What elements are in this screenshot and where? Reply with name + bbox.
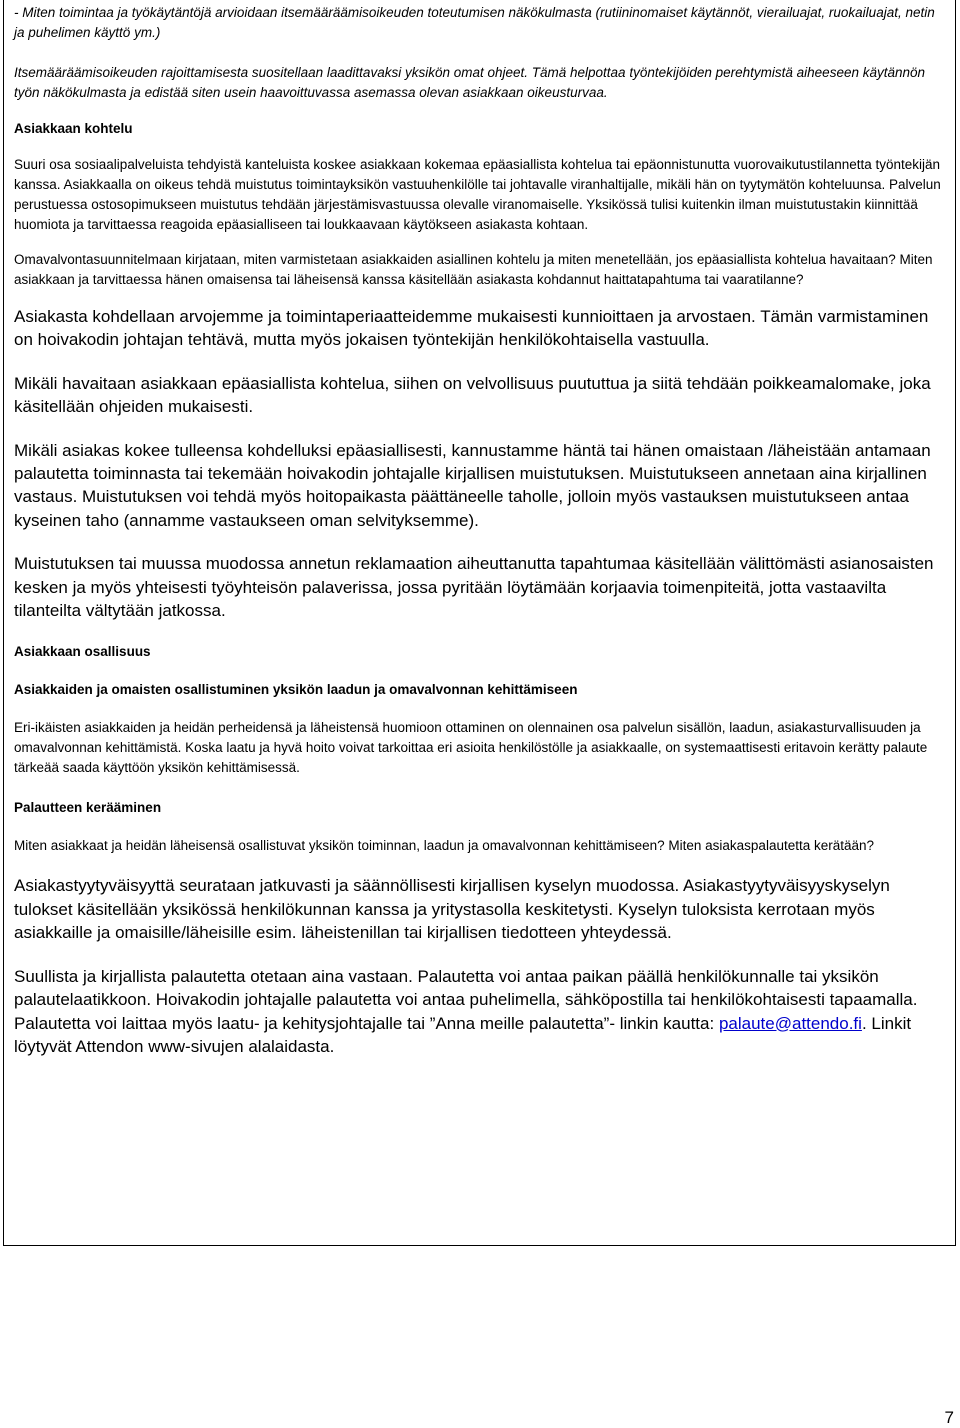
kohtelu-paragraph-1: Suuri osa sosiaalipalveluista tehdyistä kanteluista koskee asiakkaan kokemaa epäasiallista kohtelua tai epäonnistunutta vuorovaikutustilannetta työntekijän kanssa. Asiakkaalla on oikeus tehdä muistutus toimintayksikön vastuuhenkilölle tai johtavalle viranhaltijalle, mikäli hän on tyytymätön kohteluunsa. Palvelun perustuessa ostosopimukseen muistutus tehdään järjestämisvastuussa olevalle viranomaiselle. Yksikössä tulisi kuitenkin ilman muistutustakin kiinnittää huomiota ja tarvittaessa reagoida epäasialliseen tai loukkaavaan käytökseen asiakasta kohtaan. <box>14 157 941 232</box>
kohtelu-paragraph-6: Muistutuksen tai muussa muodossa annetun reklamaation aiheuttanutta tapahtumaa käsitellään välittömästi asianosaisten kesken ja myös yhteisesti työyhteisön palaverissa, jossa pyritään löytämään korjaavia toimenpiteitä, jotta vastaavilta tilanteilta vältytään jatkossa. <box>14 554 934 621</box>
osallisuus-paragraph: Eri-ikäisten asiakkaiden ja heidän perheidensä ja läheistensä huomioon ottaminen on olennainen osa palvelun sisällön, laadun, asiakasturvallisuuden ja omavalvonnan kehittämistä. Koska laatu ja hyvä hoito voivat tarkoittaa eri asioita henkilöstölle ja asiakkaalle, on systemaattisesti eritavoin kerätty palaute tärkeää saada käyttöön yksikön kehittämisessä. <box>14 720 928 776</box>
section-heading-palaute: Palautteen kerääminen <box>14 800 162 816</box>
intro-paragraph: Itsemääräämisoikeuden rajoittamisesta suositellaan laadittavaksi yksikön omat ohjeet. Tämä helpottaa työntekijöiden perehtymistä aiheeseen käytännön työn näkökulmasta ja edistää siten usein haavoittuvassa asemassa olevan asiakkaan oikeusturvaa. <box>14 65 926 100</box>
palaute-paragraph-1: Miten asiakkaat ja heidän läheisensä osallistuvat yksikön toiminnan, laadun ja omavalvonnan kehittämiseen? Miten asiakaspalautetta kerätään? <box>14 838 875 854</box>
subheading-osallistuminen: Asiakkaiden ja omaisten osallistuminen yksikön laadun ja omavalvonnan kehittämiseen <box>14 682 578 698</box>
section-heading-kohtelu: Asiakkaan kohtelu <box>14 121 133 136</box>
kohtelu-paragraph-5: Mikäli asiakas kokee tulleensa kohdelluksi epäasiallisesti, kannustamme häntä tai hänen omaistaan /läheistään antamaan palautetta toiminnasta tai tekemään hoivakodin johtajalle kirjallisen muistutuksen. Muistutukseen annetaan aina kirjallinen vastaus. Muistutuksen voi tehdä myös hoitopaikasta päättäneelle taholle, jolloin myös vastauksen muistutukseen antaa kyseinen taho (annamme vastaukseen oman selvityksemme). <box>14 440 931 530</box>
kohtelu-paragraph-4: Mikäli havaitaan asiakkaan epäasiallista kohtelua, siihen on velvollisuus puututtua ja siitä tehdään poikkeamalomake, joka käsitellään ohjeiden mukaisesti. <box>14 373 931 417</box>
palaute-text-after-link: . Linkit löytyvät Attendon www-sivujen alalaidasta. <box>14 1013 912 1056</box>
palaute-email-link[interactable]: palaute@attendo.fi <box>718 1013 862 1033</box>
palaute-paragraph-2: Asiakastyytyväisyyttä seurataan jatkuvasti ja säännöllisesti kirjallisen kyselyn muodossa. Asiakastyytyväisyyskyselyn tulokset käsitellään yksikössä henkilökunnan kanssa ja yritystasolla keskitetysti. Kyselyn tuloksista kerrotaan myös asiakkaille ja omaisille/läheisille esim. läheistenillan tai kirjallisen tiedotteen yhteydessä. <box>14 876 890 943</box>
palaute-paragraph-3 <box>14 965 948 1059</box>
page-content <box>14 0 948 1058</box>
kohtelu-paragraph-2: Omavalvontasuunnitelmaan kirjataan, miten varmistetaan asiakkaiden asiallinen kohtelu ja miten menetellään, jos epäasiallista kohtelua havaitaan? Miten asiakkaan ja tarvittaessa hänen omaisensa tai läheisensä kanssa käsitellään asiakasta kohdannut haittatapahtuma tai vaaratilanne? <box>14 252 933 287</box>
section-heading-osallisuus: Asiakkaan osallisuus <box>14 644 151 660</box>
intro-list-item: - Miten toimintaa ja työkäytäntöjä arvioidaan itsemääräämisoikeuden toteutumisen näkökulmasta (rutiininomaiset käytännöt, vierailuajat, ruokailuajat, netin ja puhelimen käyttö ym.) <box>14 5 935 40</box>
palaute-text-before-link: Suullista ja kirjallista palautetta otetaan aina vastaan. Palautetta voi antaa paikan päällä henkilökunnalle tai yksikön palautelaatikkoon. Hoivakodin johtajalle palautetta voi antaa puhelimella, sähköpostilla tai henkilökohtaisesti tapaamalla. Palautetta voi laittaa myös laatu- ja kehitysjohtajalle tai ”Anna meille palautetta”- linkin kautta: <box>14 966 918 1033</box>
kohtelu-paragraph-3: Asiakasta kohdellaan arvojemme ja toimintaperiaatteidemme mukaisesti kunnioittaen ja arvostaen. Tämän varmistaminen on hoivakodin johtajan tehtävä, mutta myös jokaisen työntekijän henkilökohtaisella vastuulla. <box>14 307 929 350</box>
page-number: 7 <box>944 1408 954 1427</box>
